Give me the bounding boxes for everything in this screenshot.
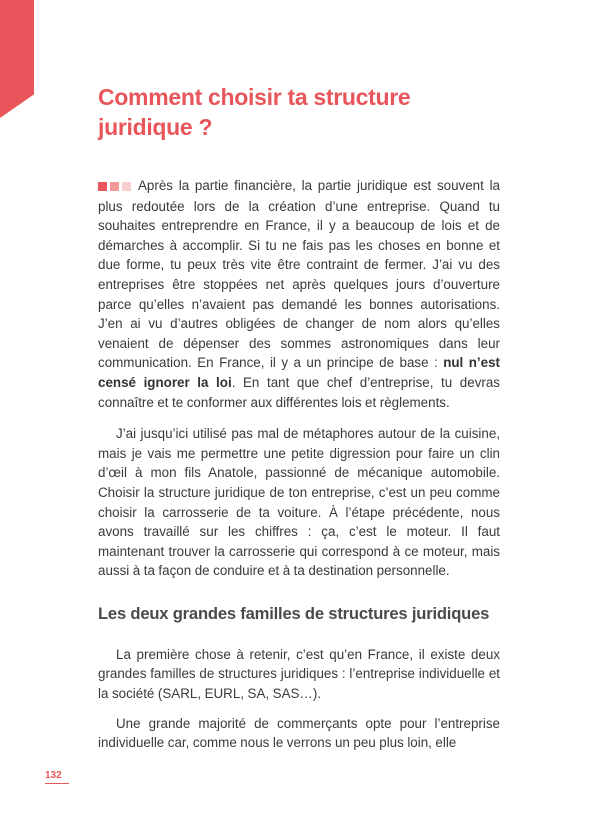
paragraph-metaphor: J’ai jusqu’ici utilisé pas mal de métaphores autour de la cuisine, mais je vais me permettre une petite digression pour faire un clin d’œil à mon fils Anatole, passionné de mécanique automobile. Choisir la structure juridique de ton entreprise, c’est un peu comme choisir la carrosserie de ta voiture. À l’étape précédente, nous avons travaillé sur les chiffres : ça, c’est le moteur. Il faut maintenant trouver la carrosserie qui correspond à ce moteur, mais aussi à ta façon de conduire et à ta destination personnelle. <box>98 426 500 579</box>
paragraph-intro-text-end: . En tant que chef d’entreprise, tu devras connaître et te conformer aux différentes lois et règlements. <box>98 374 500 410</box>
chapter-title: Comment choisir ta structure juridique ? <box>98 84 411 140</box>
paragraph-families: La première chose à retenir, c’est qu’en France, il existe deux grandes familles de structures juridiques : l’entreprise individuelle et la société (SARL, EURL, SA, SAS…). <box>98 646 500 702</box>
ornament-squares-icon <box>98 177 134 197</box>
page-number: 132 <box>45 770 69 784</box>
corner-tab-decoration <box>0 0 34 118</box>
bold-principle: nul n’est censé ignorer la loi <box>98 355 501 390</box>
paragraph-intro <box>98 176 500 412</box>
section-heading: Les deux grandes familles de structures juridiques <box>98 603 490 623</box>
paragraph-intro-text: Après la partie financière, la partie juridique est souvent la plus redoutée lors de la création d’une entreprise. Quand tu souhaites entreprendre en France, il y a beaucoup de lois et de démarches à accomplir. Si tu ne fais pas les choses en bonne et due forme, tu peux très vite être contraint de fermer. J’ai vu des entreprises être stoppées net après quelques jours d’ouverture parce qu’elles n’avaient pas demandé les bonnes autorisations. J’en ai vu d’autres obligées de changer de nom alors qu’elles venaient de dépenser des sommes astronomiques dans leur communication. En France, il y a un principe de base : <box>98 178 500 371</box>
paragraph-majority: Une grande majorité de commerçants opte pour l’entreprise individuelle car, comme nous le verrons un peu plus loin, elle <box>98 715 500 751</box>
page-content <box>98 82 500 753</box>
